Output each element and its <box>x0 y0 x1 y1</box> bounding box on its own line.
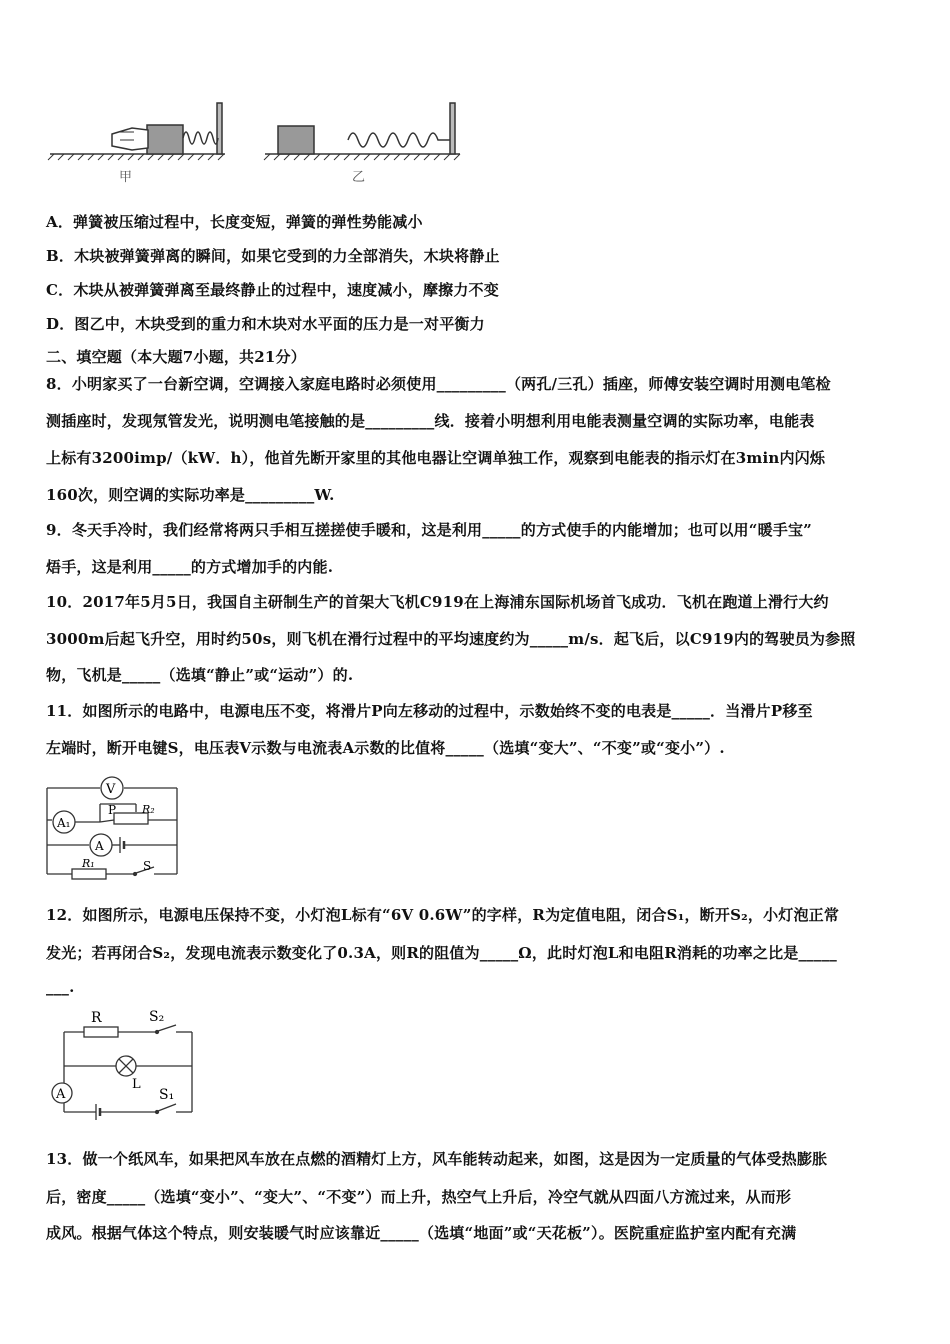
q9-line: 焐手，这是利用_____的方式增加手的内能. <box>46 558 334 576</box>
q10-line: 物，飞机是_____（选填“静止”或“运动”）的. <box>46 666 354 684</box>
q8-line: 160次，则空调的实际功率是_________W. <box>46 486 335 504</box>
resistor-r1-label: R₁ <box>82 857 95 870</box>
q13-line: 成风。根据气体这个特点，则安装暖气时应该靠近_____（选填“地面”或“天花板”）。医院重症监护室内配有充满 <box>46 1224 797 1242</box>
q8-line: 测插座时，发现氖管发光，说明测电笔接触的是_________线．接着小明想利用电能表测量空调的实际功率，电能表 <box>46 412 815 430</box>
q8-line: 上标有3200imp/（kW．h），他首先断开家里的其他电器让空调单独工作，观察到电能表的指示灯在3min内闪烁 <box>46 449 826 467</box>
option-c: C．木块从被弹簧弹离至最终静止的过程中，速度减小，摩擦力不变 <box>46 281 499 299</box>
figure-label-b: 乙 <box>352 170 366 185</box>
resistor-r-label: R <box>91 1010 102 1026</box>
section-title: 二、填空题（本大题7小题，共21分） <box>46 348 306 366</box>
q9-line: 9．冬天手冷时，我们经常将两只手相互搓搓使手暖和，这是利用_____的方式使手的内能增加；也可以用“暖手宝” <box>46 521 812 539</box>
ammeter-a-label: A <box>56 1087 66 1102</box>
switch-s2-label: S₂ <box>149 1009 165 1025</box>
q12-line: ___. <box>46 978 75 996</box>
q10-line: 3000m后起飞升空，用时约50s，则飞机在滑行过程中的平均速度约为_____m/s．起飞后，以C919内的驾驶员为参照 <box>46 630 856 648</box>
q10-line: 10．2017年5月5日，我国自主研制生产的首架大飞机C919在上海浦东国际机场首飞成功．飞机在跑道上滑行大约 <box>46 593 829 611</box>
circuit-diagram-2 <box>44 1008 209 1120</box>
voltmeter-label: V <box>106 782 116 797</box>
q13-line: 13．做一个纸风车，如果把风车放在点燃的酒精灯上方，风车能转动起来，如图，这是因为一定质量的气体受热膨胀 <box>46 1150 828 1168</box>
switch-s1-label: S₁ <box>159 1087 175 1103</box>
q13-line: 后，密度_____（选填“变小”、“变大”、“不变”）而上升，热空气上升后，冷空气就从四面八方流过来，从而形 <box>46 1188 792 1206</box>
circuit-diagram-1 <box>44 770 194 890</box>
figure-label-a: 甲 <box>119 170 133 185</box>
q11-line: 11．如图所示的电路中，电源电压不变，将滑片P向左移动的过程中，示数始终不变的电表是_____．当滑片P移至 <box>46 702 813 720</box>
q8-line: 8．小明家买了一台新空调，空调接入家庭电路时必须使用_________（两孔/三孔）插座，师傅安装空调时用测电笔检 <box>46 375 831 393</box>
ammeter-a1-label: A₁ <box>57 816 71 830</box>
q11-line: 左端时，断开电键S，电压表V示数与电流表A示数的比值将_____（选填“变大”、“不变”或“变小”）. <box>46 739 725 757</box>
lamp-l-label: L <box>132 1077 141 1092</box>
q12-line: 12．如图所示，电源电压保持不变，小灯泡L标有“6V 0.6W”的字样，R为定值电阻，闭合S₁，断开S₂，小灯泡正常 <box>46 906 840 924</box>
resistor-r2-label: R₂ <box>142 803 155 816</box>
spring-block-figure <box>40 98 470 188</box>
option-a: A．弹簧被压缩过程中，长度变短，弹簧的弹性势能减小 <box>46 213 423 231</box>
switch-s-label: S <box>143 859 152 873</box>
q12-line: 发光；若再闭合S₂，发现电流表示数变化了0.3A，则R的阻值为_____Ω，此时灯泡L和电阻R消耗的功率之比是_____ <box>46 944 837 962</box>
ammeter-a-label: A <box>95 839 104 853</box>
option-d: D．图乙中，木块受到的重力和木块对水平面的压力是一对平衡力 <box>46 315 485 333</box>
slider-p-label: P <box>108 803 117 817</box>
option-b: B．木块被弹簧弹离的瞬间，如果它受到的力全部消失，木块将静止 <box>46 247 500 265</box>
